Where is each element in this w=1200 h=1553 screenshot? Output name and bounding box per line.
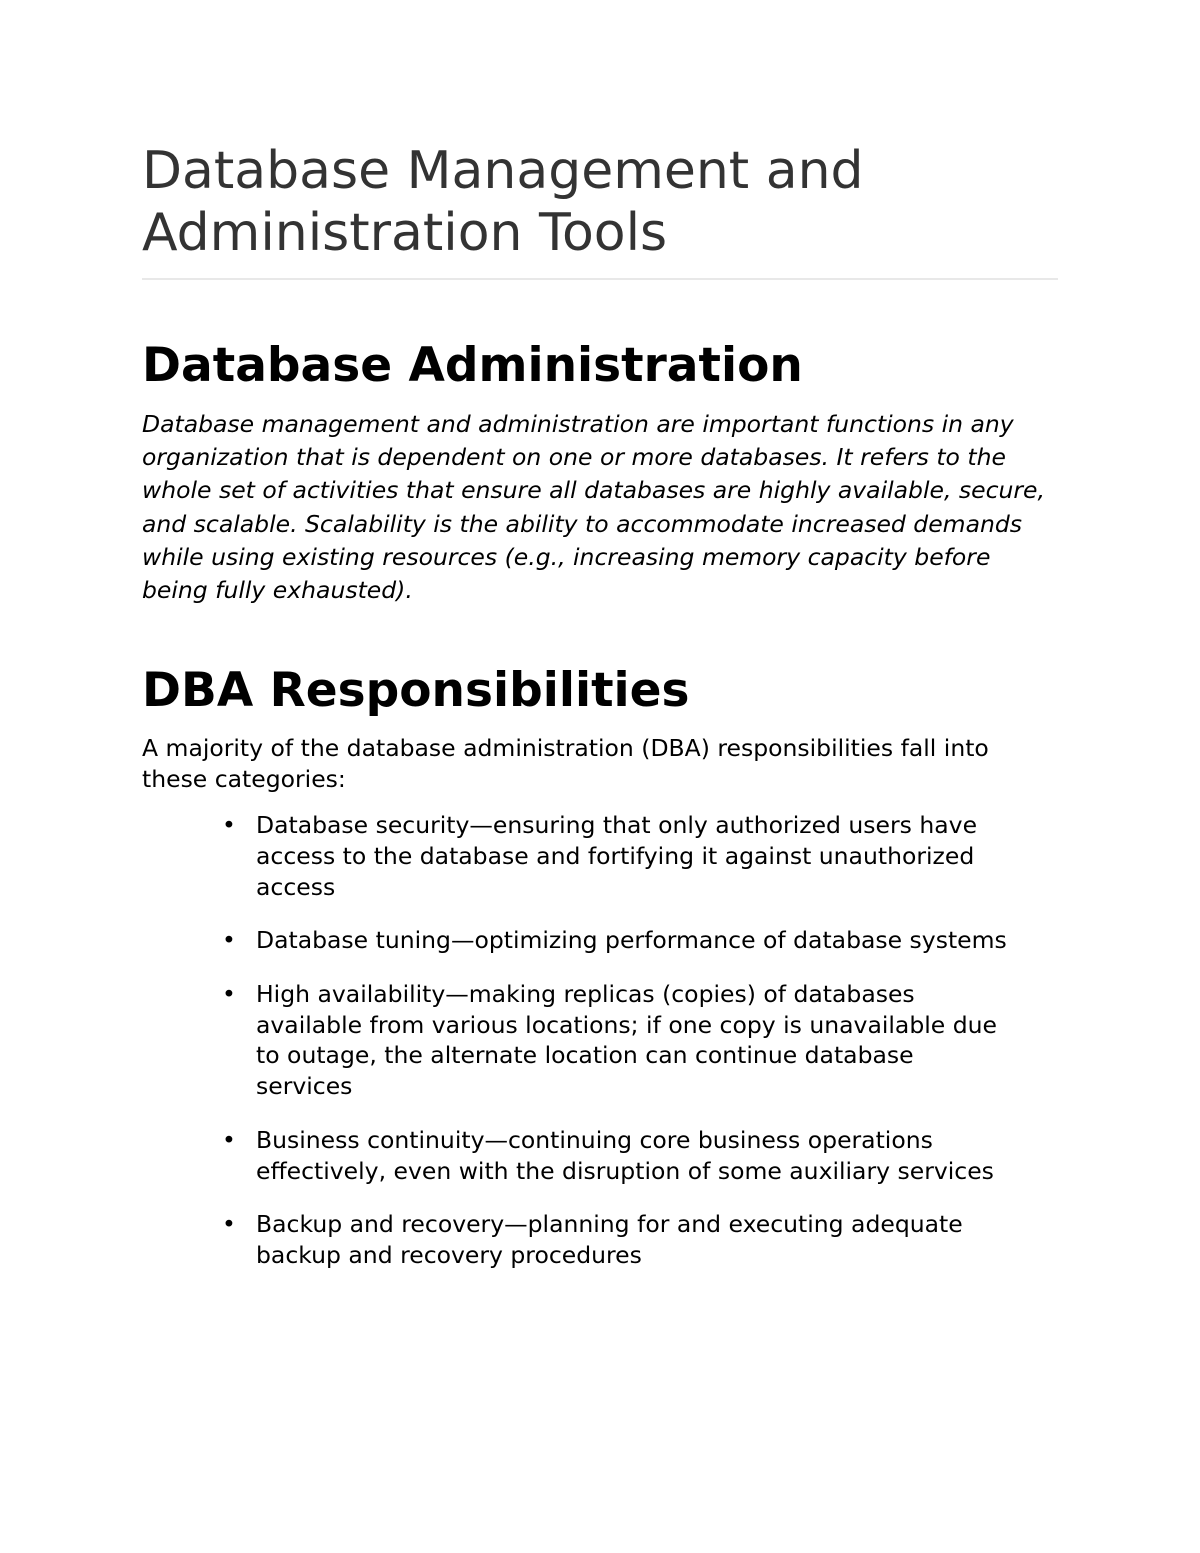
bullet-icon: •	[222, 926, 236, 955]
list-item	[142, 810, 1016, 902]
list-item-text: Business continuity—continuing core business operations effectively, even with the disruption of some auxiliary services	[256, 1125, 994, 1185]
paragraph-database-administration: Database management and administration are important functions in any organization that is dependent on one or more databases. It refers to the whole set of activities that ensure all databases are highly available, secure, and scalable. Scalability is the ability to accommodate increased demands while using existing resources (e.g., increasing memory capacity before being fully exhausted).	[142, 410, 1045, 605]
heading-database-administration: Database Administration	[142, 338, 803, 393]
list-item	[142, 1209, 1016, 1270]
document-title: Database Management and Administration Tools	[142, 140, 1058, 280]
list-item-text: Database tuning—optimizing performance of database systems	[256, 926, 1007, 955]
list-item-text: Database security—ensuring that only authorized users have access to the database and fortifying it against unauthorized access	[256, 811, 978, 901]
document-page	[142, 140, 1058, 1294]
list-item	[142, 979, 1016, 1102]
bullet-icon: •	[222, 1210, 236, 1239]
responsibilities-list	[142, 810, 1058, 1270]
list-item	[142, 1125, 1016, 1186]
heading-dba-responsibilities: DBA Responsibilities	[142, 663, 690, 719]
bullet-icon: •	[222, 980, 236, 1009]
list-item-text: Backup and recovery—planning for and executing adequate backup and recovery procedures	[256, 1210, 963, 1269]
bullet-icon: •	[222, 1125, 236, 1154]
list-item	[142, 925, 1016, 956]
paragraph-dba-responsibilities: A majority of the database administration (DBA) responsibilities fall into these categories:	[142, 734, 989, 794]
list-item-text: High availability—making replicas (copies) of databases available from various locations; if one copy is unavailable due to outage, the alternate location can continue database services	[256, 980, 997, 1101]
bullet-icon: •	[222, 811, 236, 840]
